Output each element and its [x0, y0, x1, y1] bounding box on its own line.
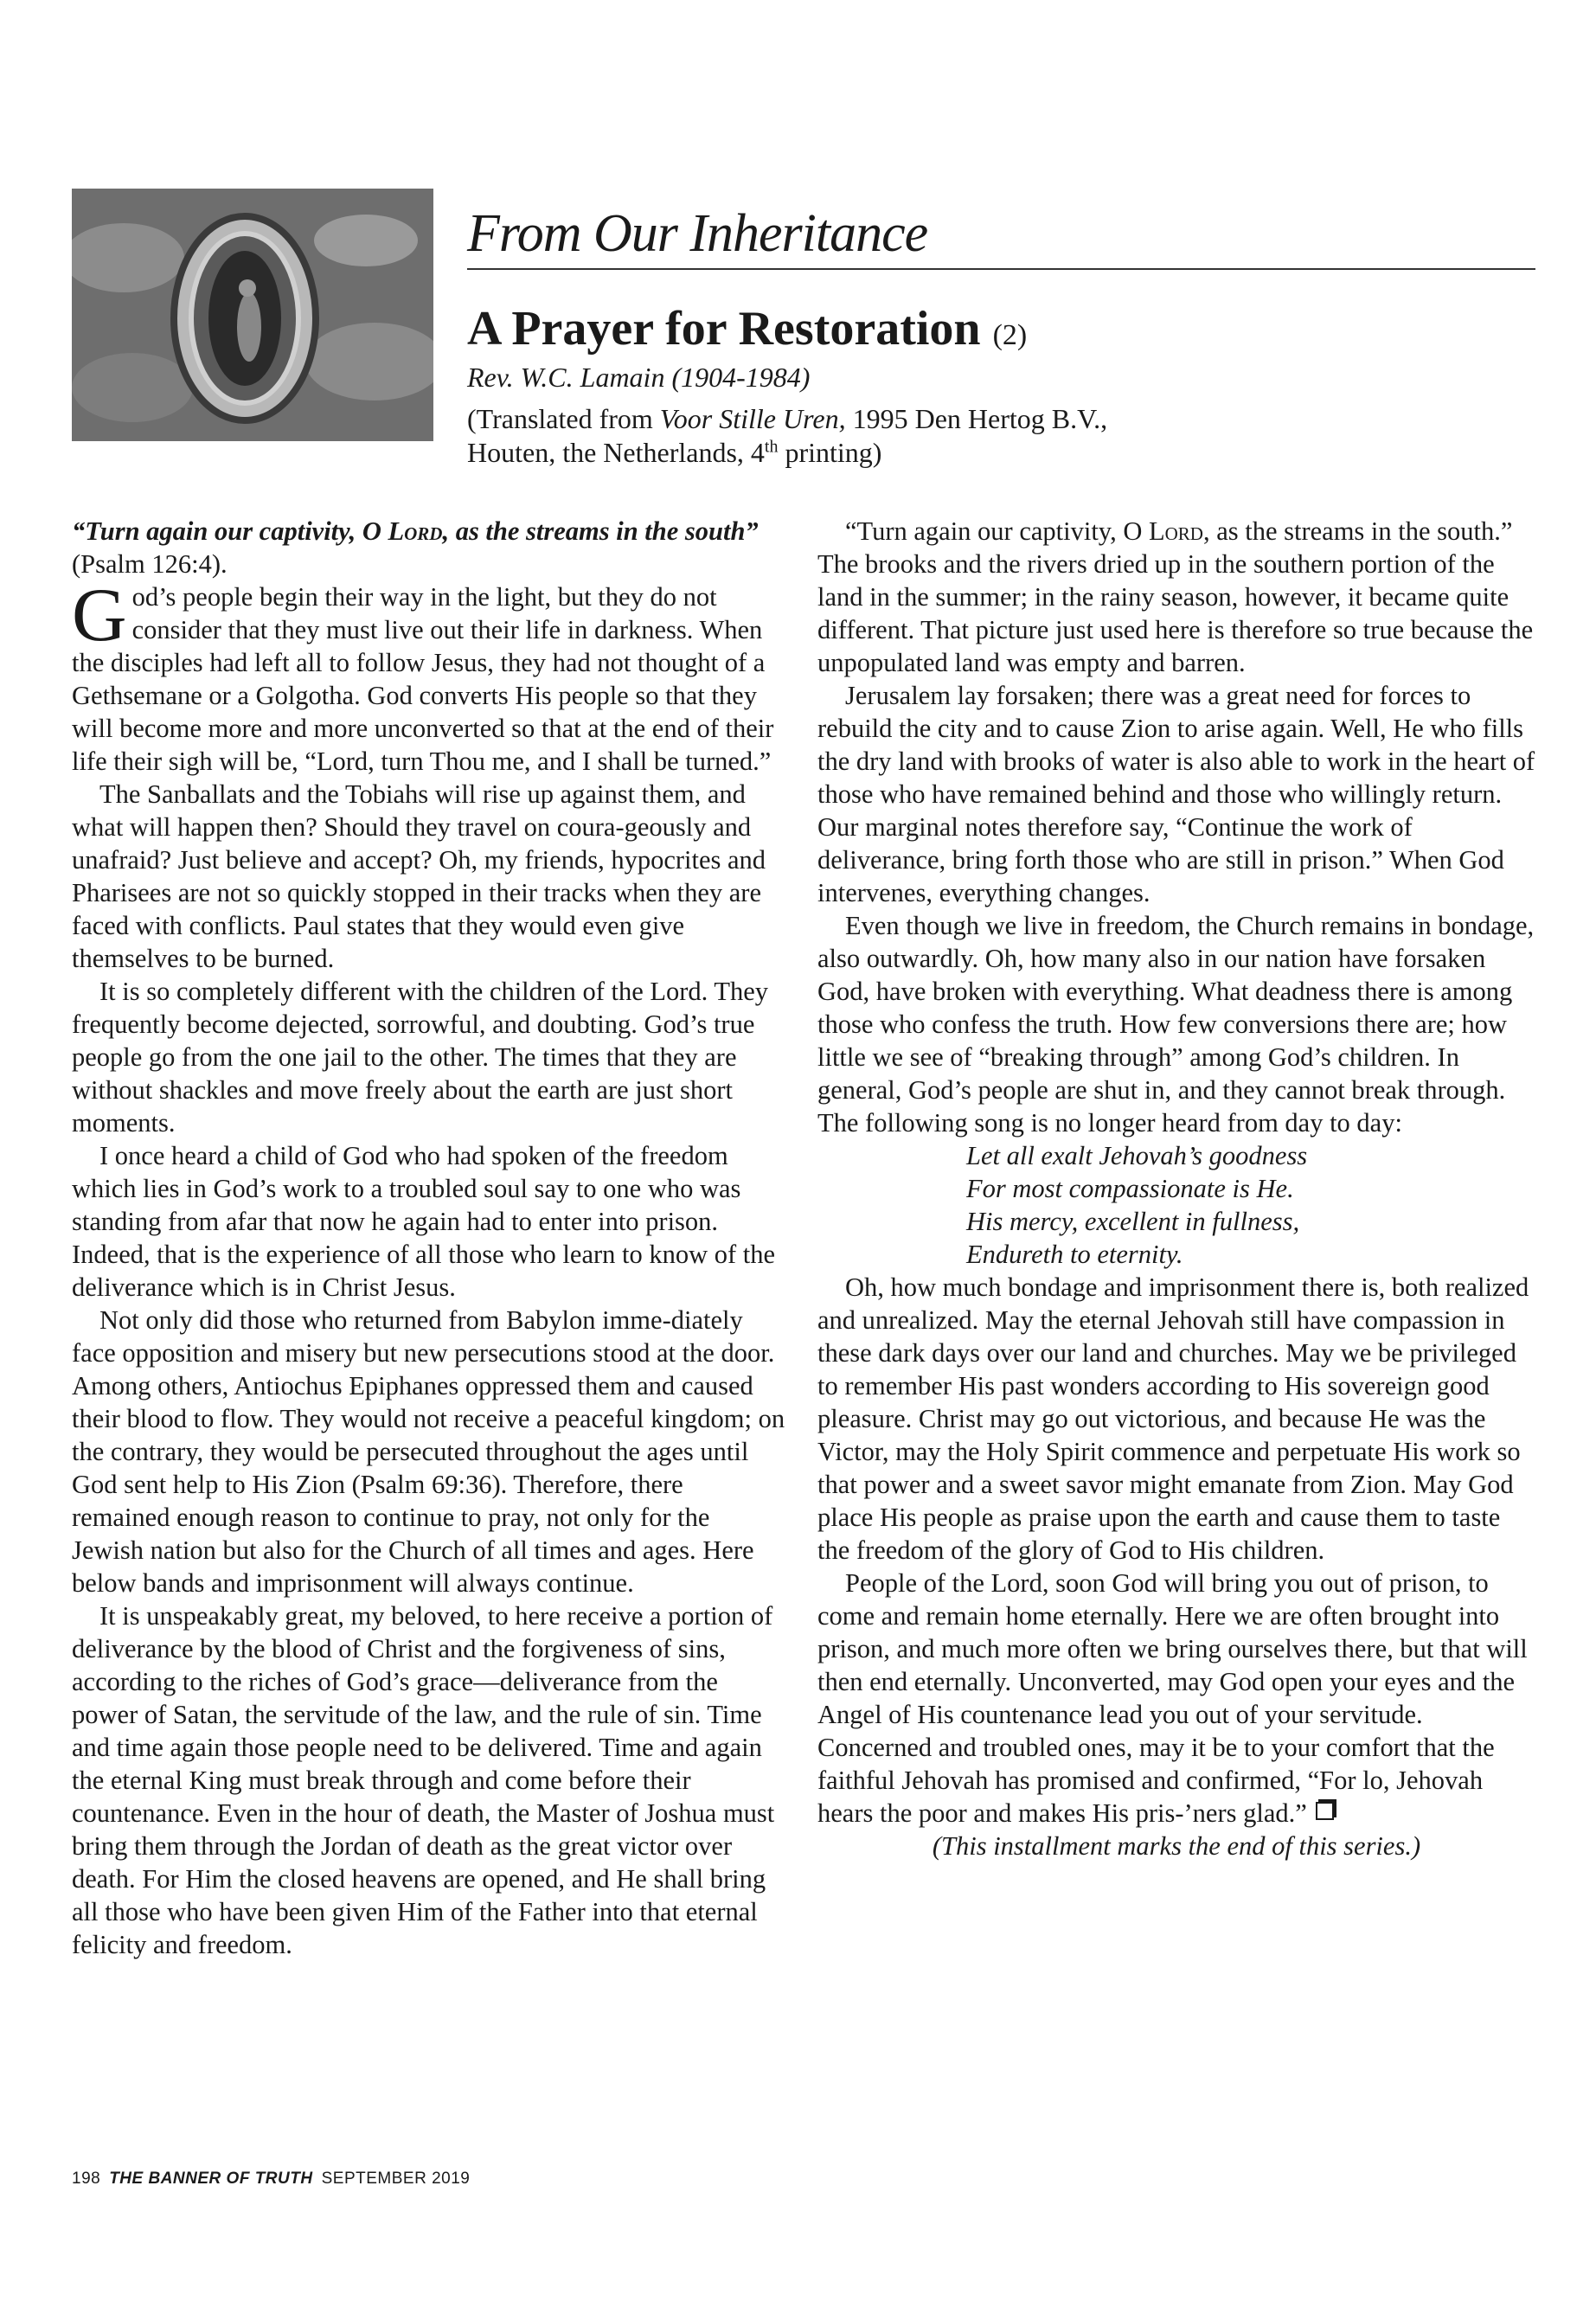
epigraph-text-post: , as the streams in the south” — [442, 516, 759, 546]
article-header — [467, 203, 1535, 470]
paragraph: Even though we live in freedom, the Church remains in bondage, also outwardly. Oh, how many also in our nation have forsaken God, have broken with everything. What deadness there is among those who confess the truth. How few conversions there are; how little we see of “breaking through” among God’s children. In general, God’s people are shut in, and they cannot break through. The following song is no longer heard from day to day: — [817, 911, 1535, 1138]
paragraph: I once heard a child of God who had spoken of the freedom which lies in God’s work to a troubled soul say to one who was standing from afar that now he again had to enter into prison. Indeed, that is the experience of all those who learn to know of the deliverance which is in Christ Jesus. — [72, 1141, 776, 1302]
paragraph: The Sanballats and the Tobiahs will rise up against them, and what will happen then? Should they travel on coura-geously and unafraid? Just believe and accept? Oh, my friends, hypocrites and Pharisees are not so quickly stopped in their tracks when they are faced with conflicts. Paul states that they would even give themselves to be burned. — [72, 779, 766, 973]
epigraph-text-pre: “Turn again our captivity, O — [72, 516, 388, 546]
paragraph-text: People of the Lord, soon God will bring you out of prison, to come and remain home eternally. Here we are often brought into prison, and much more often we bring ourselves there, but that will then end eternally. Unconverted, may God open your eyes and the Angel of His countenance lead you out of your servitude. Concerned and troubled ones, may it be to your comfort that the faithful Jehovah has promised and confirmed, “For lo, Jehovah hears the poor and makes His pris-’ners glad.” — [817, 1568, 1528, 1828]
article-title — [467, 303, 1535, 356]
paragraph: Oh, how much bondage and imprisonment there is, both realized and unrealized. May the eternal Jehovah still have compassion in these dark days over our land and churches. May we be privileged to remember His past wonders according to His sovereign good pleasure. Christ may go out victorious, and because He was the Victor, may the Holy Spirit commence and perpetuate His work so that power and a sweet savor might emanate from Zion. May God place His people as praise upon the earth and cause them to taste the freedom of the glory of God to His children. — [817, 1272, 1529, 1565]
verse-line: Let all exalt Jehovah’s goodness — [966, 1141, 1308, 1170]
verse-line: Endureth to eternity. — [966, 1240, 1183, 1269]
epigraph — [72, 515, 785, 580]
epigraph-lord: Lord — [388, 516, 443, 546]
paragraph: It is so completely different with the children of the Lord. They frequently become dejected, sorrowful, and doubting. God’s true people go from the one jail to the other. The times that they are without shackles and move freely about the earth are just short moments. — [72, 977, 769, 1138]
series-title: From Our Inheritance — [467, 203, 1535, 270]
paragraph: Not only did those who returned from Babylon imme-diately face opposition and misery but new persecutions stood at the door. Among others, Antiochus Epiphanes oppressed them and caused their blood to flow. They would not receive a peaceful kingdom; on the contrary, they would be persecuted throughout the ages until God sent help to His Zion (Psalm 69:36). Therefore, there remained enough reason to continue to pray, not only for the Jewish nation but also for the Church of all times and ages. Here below bands and imprisonment will always continue. — [72, 1305, 785, 1598]
paragraph — [72, 574, 785, 778]
article-part: (2) — [992, 319, 1028, 352]
author-byline: Rev. W.C. Lamain (1904-1984) — [467, 361, 811, 393]
paragraph: It is unspeakably great, my beloved, to here receive a portion of deliverance by the blood of Christ and the forgiveness of sins, according to the riches of God’s grace—deliverance from the power of Satan, the servitude of the law, and the rule of sin. Time and time again those people need to be delivered. Time and again the eternal King must break through and come before their countenance. Even in the hour of death, the Master of Joshua must bring them through the Jordan of death as the great victor over death. For Him the closed heavens are opened, and He shall bring all those who have been given Him of the Father into that eternal felicity and freedom. — [72, 1601, 775, 1959]
epigraph-reference: (Psalm 126:4). — [72, 549, 228, 579]
paragraph: Jerusalem lay forsaken; there was a great need for forces to rebuild the city and to cause Zion to arise again. Well, He who fills the dry land with brooks of water is also able to work in the heart of those who have remained behind and those who willingly return. Our marginal notes therefore say, “Continue the work of deliverance, bring forth those who are still in prison.” When God intervenes, everything changes. — [817, 681, 1535, 907]
paragraph — [817, 1567, 1535, 1830]
left-column — [72, 515, 785, 1961]
paragraph-text-pre: “Turn again our captivity, O — [845, 516, 1149, 546]
header-photo-ornament — [72, 189, 433, 441]
translation-sup: th — [764, 437, 779, 457]
publication-name: THE BANNER OF TRUTH — [109, 2170, 313, 2188]
hymn-verse — [966, 1139, 1535, 1271]
end-mark-icon — [1316, 1802, 1334, 1820]
paragraph-text: od’s people begin their way in the light, but they do not consider that they must live out their life in darkness. When the disciples had left all to follow Jesus, they had not thought of a Gethsemane or a Golgotha. God converts His people so that they will become more and more unconverted so that at the end of their life their sigh will be, “Lord, turn Thou me, and I shall be turned.” — [72, 582, 774, 776]
translation-line2-pre: Houten, the Netherlands, 4 — [467, 436, 765, 468]
right-column — [817, 515, 1535, 1862]
translation-pre: (Translated from — [467, 402, 660, 434]
page-number: 198 — [72, 2170, 101, 2188]
translation-line2-post: printing) — [778, 436, 882, 468]
page-footer — [72, 2170, 470, 2189]
drop-cap: G — [72, 574, 127, 657]
paragraph — [817, 515, 1535, 679]
lord-smallcaps: Lord — [1148, 516, 1203, 546]
translation-source: Voor Stille Uren, — [659, 402, 846, 434]
verse-line: For most compassionate is He. — [966, 1174, 1294, 1203]
series-end-note: (This installment marks the end of this series.) — [932, 1831, 1421, 1861]
verse-line: His mercy, excellent in fullness, — [966, 1207, 1300, 1236]
issue-date: SEPTEMBER 2019 — [321, 2170, 471, 2188]
translation-note — [467, 402, 1535, 470]
article-title-text: A Prayer for Restoration — [467, 302, 981, 356]
paragraph-text-post: , as the streams in the south.” The brooks and the rivers dried up in the southern portion of the land in the summer; in the rainy season, however, it became quite different. That picture just used here is therefore so true because the unpopulated land was empty and barren. — [817, 516, 1534, 677]
translation-post: 1995 Den Hertog B.V., — [845, 402, 1108, 434]
